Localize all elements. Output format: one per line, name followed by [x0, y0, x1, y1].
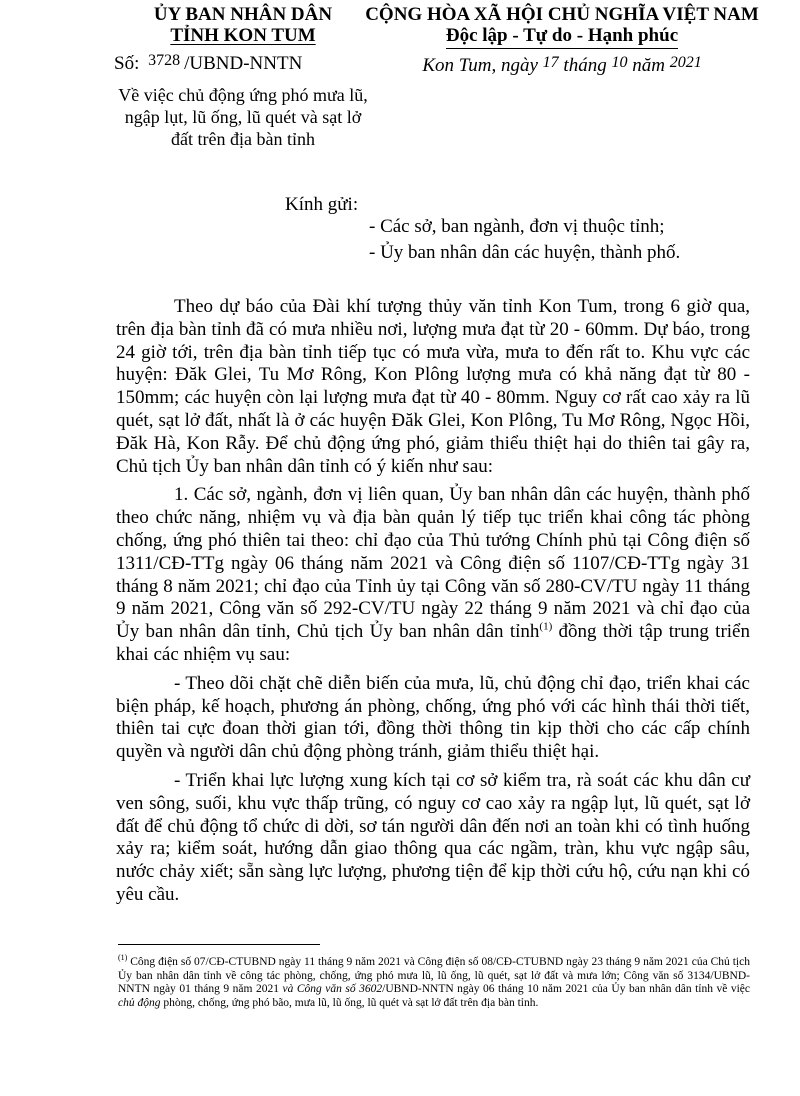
footnote-text-italic: và Công văn số 3602 [282, 983, 383, 996]
recipients-label: Kính gửi: [285, 194, 359, 215]
issuer-province: TỈNH KON TUM [170, 25, 316, 46]
recipient-item: - Các sở, ban ngành, đơn vị thuộc tỉnh; [369, 216, 665, 237]
directive-1-text: 1. Các sở, ngành, đơn vị liên quan, Ủy ban nhân dân các huyện, thành phố theo chức năng, nhiệm vụ và địa bàn quản lý tiếp tục triển khai công tác phòng chống, ứng phó thiên tai theo: chỉ đạo của Thủ tướng Chính phủ tại Công điện số 1311/CĐ-TTg ngày 06 tháng năm 2021 và Công điện số 1107/CĐ-TTg ngày 31 tháng 8 năm 2021; chỉ đạo của Tỉnh ủy tại Công văn số 280-CV/TU ngày 11 tháng 9 năm 2021, Công văn số 292-CV/TU ngày 22 tháng 9 năm 2021 và chỉ đạo của Ủy ban nhân dân tỉnh, Chủ tịch Ủy ban nhân dân tỉnh [116, 484, 750, 643]
national-header [364, 4, 760, 78]
document-body [116, 296, 750, 913]
footnote-text-c: phòng, chống, ứng phó bão, mưa lũ, lũ ống, lũ quét và sạt lở đất trên địa bàn tỉnh. [160, 996, 539, 1009]
doc-no-suffix: /UBND-NNTN [184, 53, 303, 74]
paragraph-monitoring: - Theo dõi chặt chẽ diễn biến của mưa, lũ, chủ động chỉ đạo, triển khai các biện pháp, kế hoạch, phương án phòng, chống, ứng phó với các hình thái thời tiết, thiên tai cực đoan thời gian tới, đồng thời thông tin kịp thời cho các cấp chính quyền và người dân chủ động phòng tránh, giảm thiểu thiệt hại. [116, 672, 750, 763]
footnote-marker: (1) [118, 953, 128, 963]
issuer-block [112, 4, 374, 150]
footnote-text-b: /UBND-NNTN ngày 06 tháng 10 năm 2021 của Ủy ban nhân dân tỉnh về việc [382, 983, 750, 996]
document-number [112, 53, 374, 76]
national-motto: Độc lập - Tự do - Hạnh phúc [446, 25, 678, 49]
footnote-ref: (1) [539, 620, 553, 633]
year-label: năm [632, 55, 665, 76]
directive-1-tail: đồng thời tập trung triển khai các nhiệm vụ sau: [116, 621, 750, 665]
nation-title: CỘNG HÒA XÃ HỘI CHỦ NGHĨA VIỆT NAM [365, 4, 759, 25]
footnote-text-a: Công điện số 07/CĐ-CTUBND ngày 11 tháng 9 năm 2021 và Công điện số 08/CĐ-CTUBND ngày 23 tháng 9 năm 2021 của Chủ tịch Ủy ban nhân dân tỉnh về công tác phòng, chống, ứng phó mưa lũ, lũ ống, lũ quét, sạt lở đất và mưa lớn; Công văn số 3134/UBND-NNTN ngày 01 tháng 9 năm 2021 [118, 956, 750, 996]
doc-no-prefix: Số: [114, 53, 140, 74]
date-day: 17 [542, 54, 559, 71]
month-label: tháng [563, 55, 607, 76]
footnote-text-italic2: chủ động [118, 996, 161, 1009]
document-subject: Về việc chủ động ứng phó mưa lũ, ngập lụt, lũ ống, lũ quét và sạt lở đất trên địa bàn tỉnh [118, 85, 368, 149]
recipients-list [369, 214, 680, 266]
paragraph-directive-1 [116, 484, 750, 666]
footnote-divider [118, 944, 320, 945]
footnote [118, 953, 750, 1010]
recipient-item: - Ủy ban nhân dân các huyện, thành phố. [369, 242, 681, 263]
date-year: 2021 [669, 54, 702, 71]
paragraph-forecast: Theo dự báo của Đài khí tượng thủy văn tỉnh Kon Tum, trong 6 giờ qua, trên địa bàn tỉnh đã có mưa nhiều nơi, lượng mưa đạt từ 20 - 60mm. Dự báo, trong 24 giờ tới, trên địa bàn tỉnh tiếp tục có mưa vừa, mưa to đến rất to. Khu vực các huyện: Đăk Glei, Tu Mơ Rông, Kon Plông lượng mưa có khả năng đạt từ 80 - 150mm; các huyện còn lại lượng mưa đạt từ 40 - 80mm. Nguy cơ rất cao xảy ra lũ quét, sạt lở đất, nhất là ở các huyện Đăk Glei, Kon Plông, Tu Mơ Rông, Ngọc Hồi, Đăk Hà, Kon Rẫy. Để chủ động ứng phó, giảm thiểu thiệt hại do thiên tai gây ra, Chủ tịch Ủy ban nhân dân tỉnh có ý kiến như sau: [116, 296, 750, 477]
place-date [364, 55, 760, 78]
paragraph-deployment: - Triển khai lực lượng xung kích tại cơ sở kiểm tra, rà soát các khu dân cư ven sông, suối, khu vực thấp trũng, có nguy cơ cao xảy ra ngập lụt, lũ quét, sạt lở đất để chủ động tổ chức di dời, sơ tán người dân đến nơi an toàn khi có tình huống xảy ra; kiểm soát, hướng dẫn giao thông qua các ngầm, tràn, khu vực ngập sâu, nước chảy xiết; sẵn sàng lực lượng, phương tiện để kịp thời cứu hộ, cứu nạn khi có yêu cầu. [116, 769, 750, 905]
date-month: 10 [611, 54, 628, 71]
doc-no-number: 3728 [148, 52, 181, 69]
place-prefix: Kon Tum, ngày [422, 55, 538, 76]
issuer-name: ỦY BAN NHÂN DÂN [153, 4, 333, 25]
